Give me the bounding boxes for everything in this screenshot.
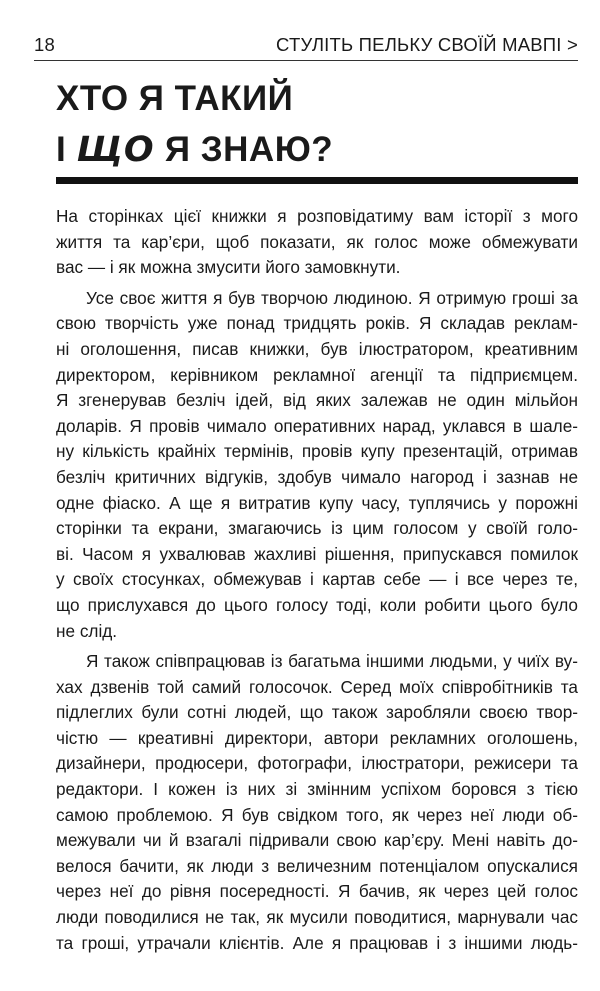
text-line: ну кількість крайніх термінів, провів купу презентацій, отримав [56, 441, 578, 462]
text-line: у своїх стосунках, обмежував і картав себе — і все через те, [56, 569, 578, 590]
text-line: Я також співпрацював із багатьма іншими людьми, у чиїх ву- [86, 651, 578, 672]
text-line: люди поводилися не так, як мусили поводитися, марнували час [56, 907, 578, 928]
text-line: редактори. І кожен із них зі змінним успіхом боровся з тією [56, 779, 578, 800]
chapter-title [56, 73, 333, 176]
text-line: Усе своє життя я був творчою людиною. Я отримую гроші за [86, 287, 578, 308]
text-line: хах дзвенів той самий голосочок. Серед моїх співробітників та [56, 676, 578, 697]
chapter-title-line-2 [56, 124, 333, 176]
text-line: велося бачити, як люди з величезним потенціалом опускалися [56, 855, 578, 876]
text-line: через неї до рівня посередності. Я бачив, як через цей голос [56, 881, 578, 902]
text-line: та гроші, утрачали клієнтів. Але я працював і з іншими людь- [56, 932, 578, 953]
chapter-title-part-2: Я ЗНАЮ? [154, 130, 334, 169]
text-line: На сторінках цієї книжки я розповідатиму вам історії з мого [56, 206, 578, 226]
text-line: що прислухався до цього голосу тоді, коли робити цього було [56, 594, 578, 615]
page-number: 18 [34, 34, 55, 55]
chapter-title-handwritten: ЩО [76, 130, 155, 170]
title-rule [56, 177, 578, 184]
text-line: безліч критичних відгуків, здобув чимало нагород і зазнав не [56, 466, 578, 487]
paragraph-1 [56, 204, 578, 281]
chapter-title-line-1: ХТО Я ТАКИЙ [56, 79, 294, 118]
text-line: директором, керівником рекламної агенції та підприємцем. [56, 364, 578, 385]
text-line: чістю — креативні директори, автори рекламних оголошень, [56, 727, 578, 748]
text-line: дизайнери, продюсери, фотографи, ілюстратори, режисери та [56, 753, 578, 774]
text-line: Я згенерував безліч ідей, від яких залежав не один мільйон [56, 390, 578, 411]
chapter-title-part-1: І [56, 130, 77, 169]
text-line: доларів. Я провів чимало оперативних нарад, уклався в шале- [56, 415, 578, 436]
paragraph-3 [56, 649, 578, 956]
text-line: межували чи й взагалі підривали свою кар’єру. Мені навіть до- [56, 830, 578, 851]
text-line: свою творчість уже понад тридцять років. Я складав реклам- [56, 313, 578, 334]
text-line: вас — і як можна змусити його замовкнути. [56, 257, 401, 278]
text-line: сторінки та екрани, змагаючись із цим голосом у своїй голо- [56, 518, 578, 539]
text-line: ві. Часом я ухвалював жахливі рішення, припускався помилок [56, 543, 578, 564]
text-line: ні оголошення, писав книжки, був ілюстратором, креативним [56, 338, 578, 359]
text-line: не слід. [56, 620, 118, 641]
text-line: самою проблемою. Я був свідком того, як через неї люди об- [56, 804, 578, 825]
running-header [34, 34, 578, 61]
paragraph-2 [56, 286, 578, 644]
running-title: СТУЛІТЬ ПЕЛЬКУ СВОЇЙ МАВПІ > [276, 34, 578, 55]
text-line: життя та кар’єри, щоб показати, як голос може обмежувати [56, 231, 578, 252]
text-line: підлеглих були сотні людей, що також заробляли своєю твор- [56, 702, 578, 723]
body-text [56, 204, 578, 956]
text-line: одне фіаско. А ще я витратив купу часу, туплячись у порожні [56, 492, 578, 513]
